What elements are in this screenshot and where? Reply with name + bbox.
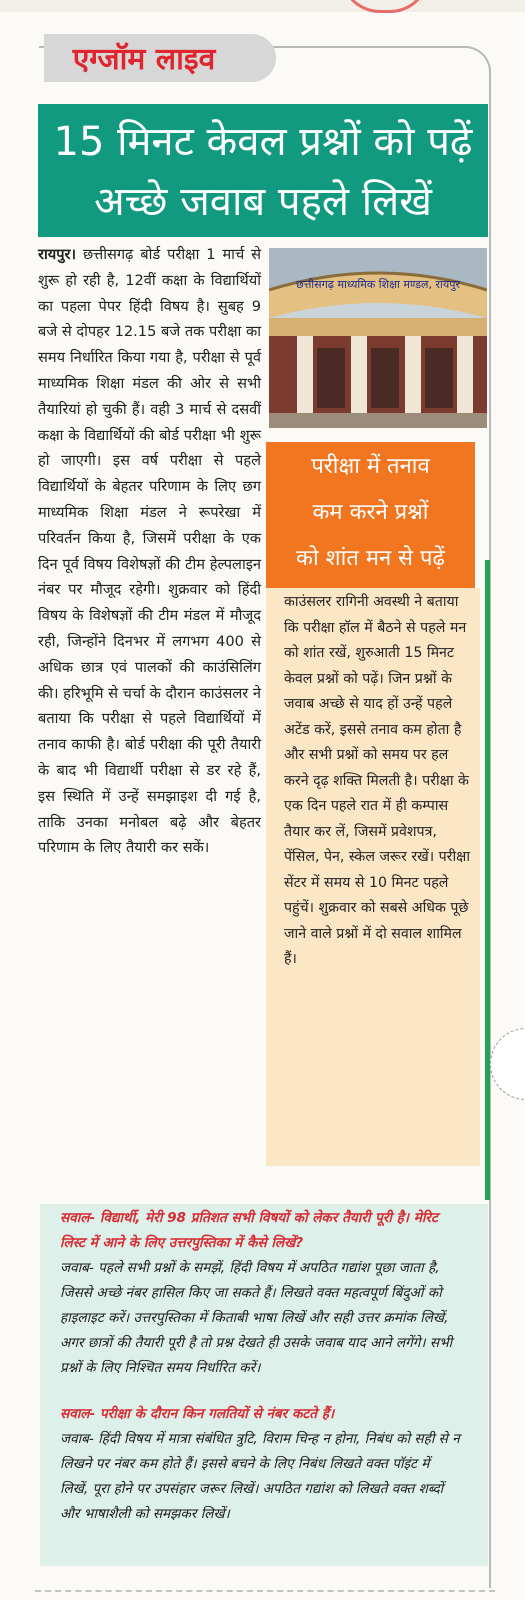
sidebar-title-line-3: को शांत मन से पढ़ें [296, 546, 445, 571]
sidebar-text: काउंसलर रागिनी अवस्थी ने बताया कि परीक्षा हॉल में बैठने से पहले मन को शांत रखें, शुरुआती 15 मिनट केवल प्रश्नों को पढ़ें। जिन प्रश्नों के जवाब अच्छे से याद हों उन्हें पहले अटेंड करें, इससे तनाव कम होता है और सभी प्रश्नों को समय पर हल करने दृढ़ शक्ति मिलती है। परीक्षा के एक दिन पहले रात में ही कम्पास तैयार कर लें, जिसमें प्रवेशपत्र, पेंसिल, पेन, स्केल जरूर रखें। परीक्षा सेंटर में समय से 10 मिनट पहले पहुंचें। शुक्रवार को सबसे अधिक पूछे जाने वाले प्रश्नों में दो सवाल शामिल हैं। [284, 594, 471, 967]
qa-question-1: सवाल- विद्यार्थी, मेरी 98 प्रतिशत सभी विषयों को लेकर तैयारी पूरी है। मेरिट लिस्ट में आने के लिए उत्तरपुस्तिका में कैसे लिखें? [60, 1210, 438, 1251]
article-body [38, 242, 261, 861]
bottom-dashed-rule [35, 1590, 495, 1592]
building-sign-text: छत्तीसगढ़ माध्यमिक शिक्षा मण्डल, रायपुर [296, 278, 460, 291]
qa-answer-1: जवाब- पहले सभी प्रश्नों के समझें, हिंदी विषय में अपठित गद्यांश पूछा जाता है, जिससे अच्छे नंबर हासिल किए जा सकते हैं। लिखते वक्त महत्वपूर्ण बिंदुओं को हाइलाइट करें। उत्तरपुस्तिका में किताबी भाषा लिखें और सही उत्तर क्रमांक लिखें, अगर छात्रों की तैयारी पूरी है तो प्रश्न देखते ही उसके जवाब याद आने लगेंगे। सभी प्रश्नों के लिए निश्चित समय निर्धारित करें। [60, 1260, 453, 1376]
qa-answer-2: जवाब- हिंदी विषय में मात्रा संबंधित त्रुटि, विराम चिन्ह न होना, निबंध को सही से न लिखने पर नंबर कम होते हैं। इससे बचने के लिए निबंध लिखते वक्त पॉइंट में लिखें, पूरा होने पर उपसंहार जरूर लिखें। अपठित गद्यांश को लिखते वक्त शब्दों और भाषाशैली को समझकर लिखें। [60, 1431, 460, 1522]
article-text: छत्तीसगढ़ बोर्ड परीक्षा 1 मार्च से शुरू हो रही है, 12वीं कक्षा के विद्यार्थियों का पहला पेपर हिंदी विषय है। सुबह 9 बजे से दोपहर 12.15 बजे तक परीक्षा का समय निर्धारित किया गया है, परीक्षा से पूर्व माध्यमिक शिक्षा मंडल की ओर से सभी तैयारियां हो चुकी हैं। वही 3 मार्च से दसवीं कक्षा के विद्यार्थियों की बोर्ड परीक्षा भी शुरू हो जाएगी। इस वर्ष परीक्षा से पहले विद्यार्थियों के बेहतर परिणाम के लिए छग माध्यमिक शिक्षा मंडल ने रूपरेखा में परिवर्तन किया है, जिसमें परीक्षा के एक दिन पूर्व विषय विशेषज्ञों की टीम हेल्पलाइन नंबर पर मौजूद रहेगी। शुक्रवार को हिंदी विषय के विशेषज्ञों की टीम मंडल में मौजूद रही, जिन्होंने दिनभर में लगभग 400 से अधिक छात्र एवं पालकों की काउंसिलिंग की। हरिभूमि से चर्चा के दौरान काउंसलर ने बताया कि परीक्षा से पहले विद्यार्थियों में तनाव काफी है। बोर्ड परीक्षा की पूरी तैयारी के बाद भी विद्यार्थी परीक्षा से डर रहे हैं, इस स्थिति में उन्हें समझाइश दी गई है, ताकि उनका मनोबल बढ़े और बेहतर परिणाम के लिए तैयारी कर सकें। [38, 246, 262, 857]
building-photo-illustration [269, 248, 487, 428]
sidebar-title-line-2: कम करने प्रश्नों [312, 500, 429, 525]
sidebar-title-box [266, 442, 475, 588]
green-accent-bar [485, 560, 490, 1200]
qa-question-2: सवाल- परीक्षा के दौरान किन गलतियों से नंबर कटते हैं। [60, 1406, 335, 1422]
section-label: एग्जॉम लाइव [72, 42, 216, 77]
headline-line-1: 15 मिनट केवल प्रश्नों को पढ़ें [53, 119, 473, 165]
dateline: रायपुर। [38, 246, 77, 263]
qa-box [40, 1204, 488, 1566]
headline-box [38, 104, 488, 237]
sidebar-title-line-1: परीक्षा में तनाव [311, 454, 430, 479]
headline-line-2: अच्छे जवाब पहले लिखें [94, 179, 432, 225]
next-article-edge [490, 1028, 525, 1100]
section-label-tab [44, 34, 276, 82]
building-photo [269, 248, 487, 428]
previous-article-strip [0, 0, 525, 12]
